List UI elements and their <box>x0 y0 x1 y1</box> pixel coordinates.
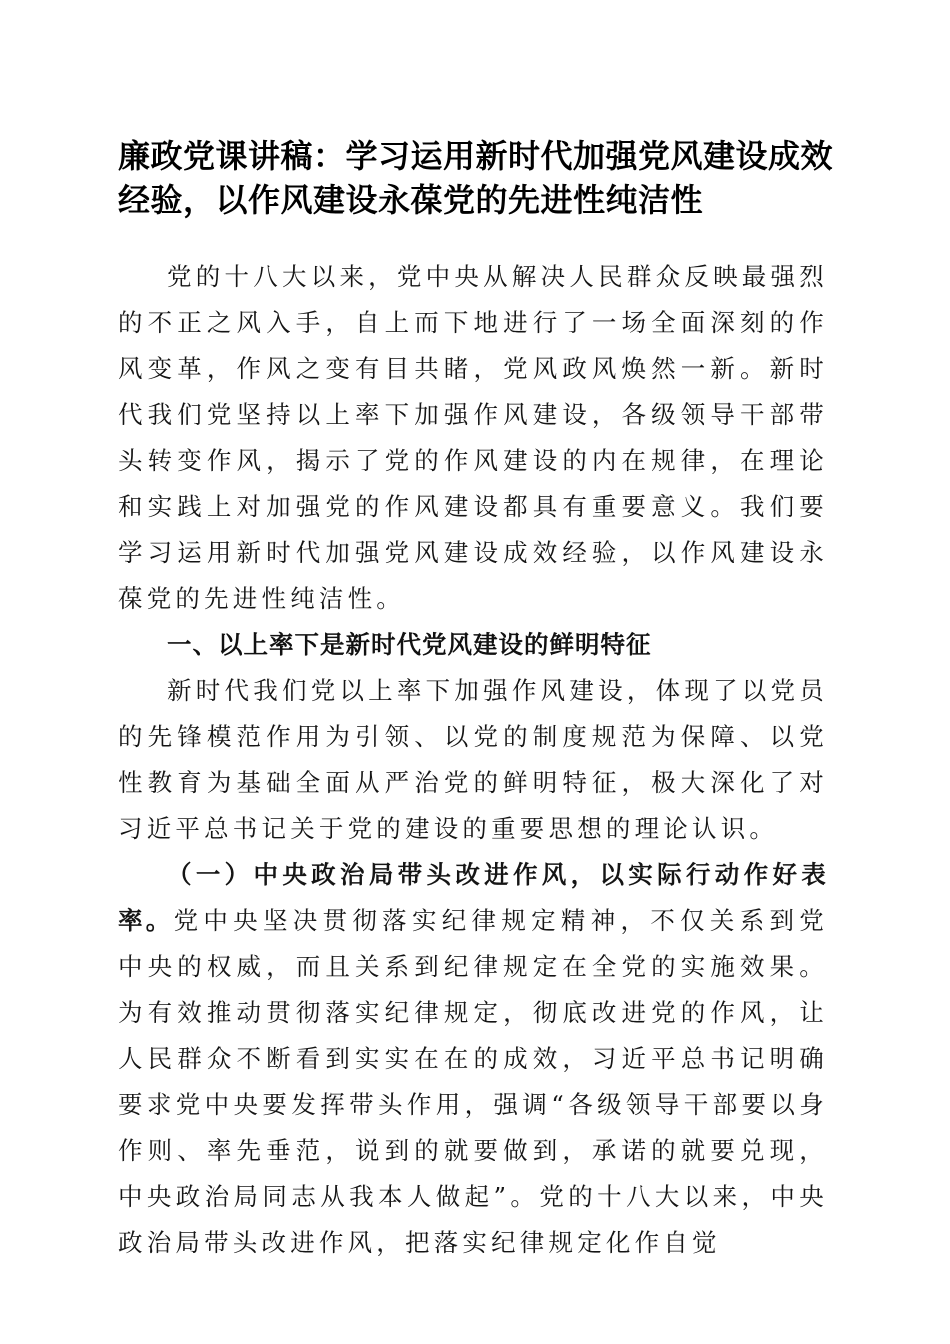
section-heading-1: 一、以上率下是新时代党风建设的鲜明特征 <box>167 630 652 659</box>
intro-paragraph: 党的十八大以来，党中央从解决人民群众反映最强烈的不正之风入手，自上而下地进行了一场全面深刻的作风变革，作风之变有目共睹，党风政风焕然一新。新时代我们党坚持以上率下加强作风建设，各级领导干部带头转变作风，揭示了党的作风建设的内在规律，在理论和实践上对加强党的作风建设都具有重要意义。我们要学习运用新时代加强党风建设成效经验，以作风建设永葆党的先进性纯洁性。 <box>118 262 828 613</box>
subsection-1-paragraph <box>118 852 828 1266</box>
section-1-paragraph: 新时代我们党以上率下加强作风建设，体现了以党员的先锋模范作用为引领、以党的制度规范为保障、以党性教育为基础全面从严治党的鲜明特征，极大深化了对习近平总书记关于党的建设的重要思想的理论认识。 <box>118 676 828 843</box>
document-body <box>118 254 828 1266</box>
document-title: 廉政党课讲稿：学习运用新时代加强党风建设成效经验，以作风建设永葆党的先进性纯洁性 <box>118 137 834 219</box>
subsection-1-text: 党中央坚决贯彻落实纪律规定精神，不仅关系到党中央的权威，而且关系到纪律规定在全党的实施效果。为有效推动贯彻落实纪律规定，彻底改进党的作风，让人民群众不断看到实实在在的成效，习近平总书记明确要求党中央要发挥带头作用，强调“各级领导干部要以身作则、率先垂范，说到的就要做到，承诺的就要兑现，中央政治局同志从我本人做起”。党的十八大以来，中央政治局带头改进作风，把落实纪律规定化作自觉 <box>118 906 828 1257</box>
subsection-heading-1: （一）中央政治局带头改进作风，以实际行动作好表率。 <box>118 860 828 935</box>
